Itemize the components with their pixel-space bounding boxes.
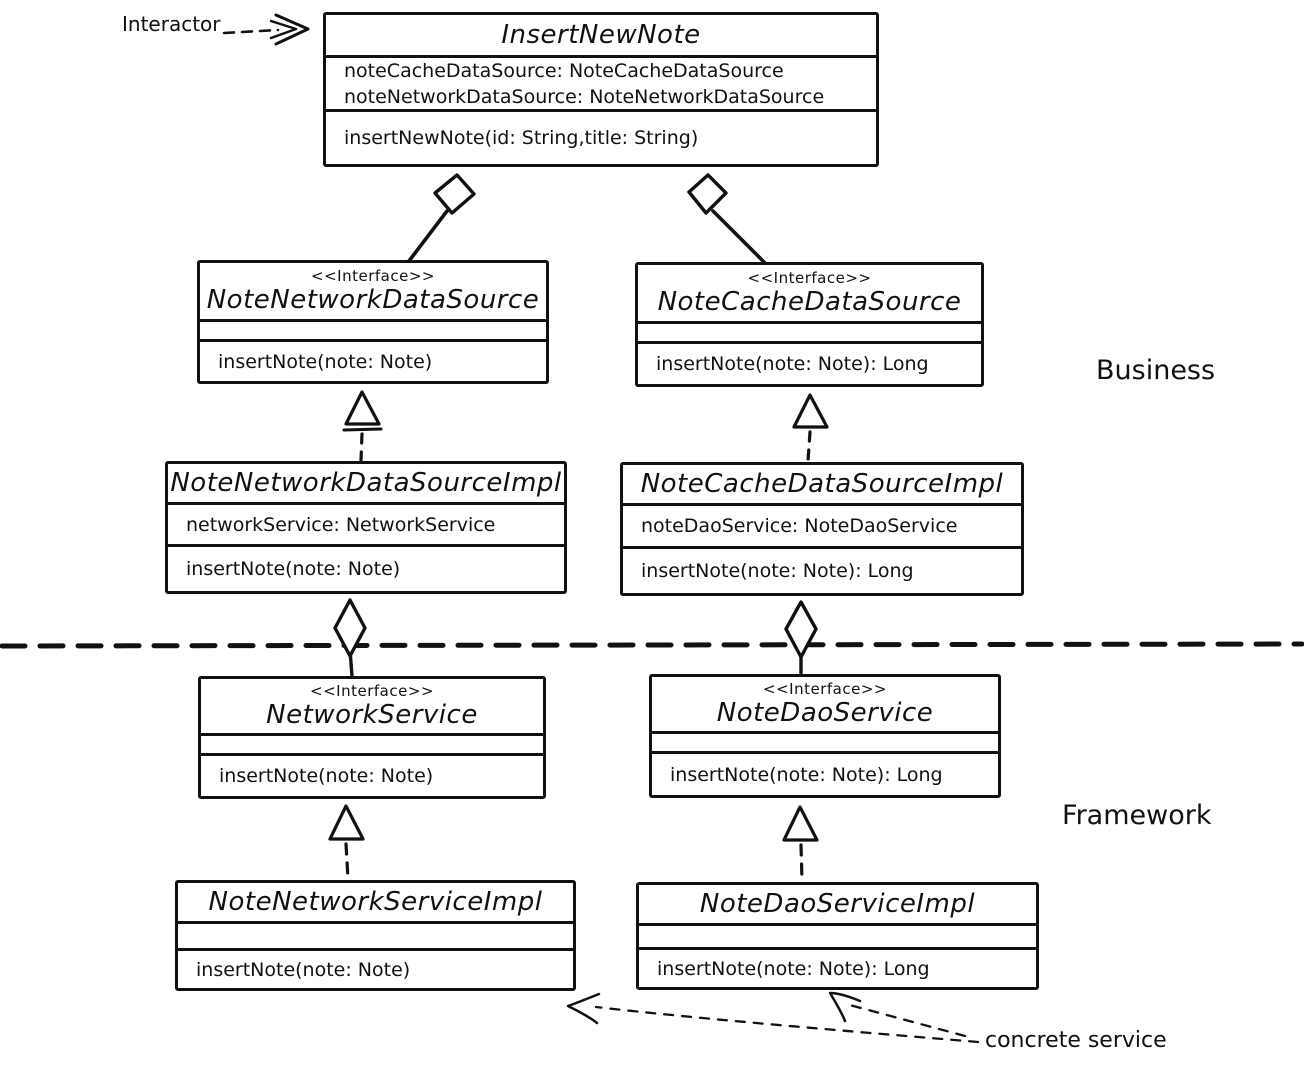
title-compartment xyxy=(168,464,564,502)
aggregation-notenetworkdatasourceimpl-networkservice xyxy=(335,600,365,676)
method-item: insertNote(note: Note) xyxy=(186,558,401,580)
method-item: insertNote(note: Note): Long xyxy=(670,763,943,786)
stereotype-label: <<Interface>> xyxy=(747,269,872,287)
realization-notecachedatasourceimpl xyxy=(794,395,827,461)
class-title: NoteDaoService xyxy=(716,698,934,728)
attributes-compartment-empty xyxy=(639,923,1036,947)
method-item: insertNote(note: Note): Long xyxy=(657,957,930,980)
class-note-cache-data-source xyxy=(635,262,984,387)
concrete-service-annotation-arrows xyxy=(568,993,978,1042)
class-network-service xyxy=(198,676,546,799)
class-title: NoteNetworkServiceImpl xyxy=(208,887,543,917)
class-note-network-data-source-impl xyxy=(165,461,567,594)
attribute-item: noteNetworkDataSource: NoteNetworkDataSource xyxy=(344,85,825,108)
stereotype-label: <<Interface>> xyxy=(311,267,435,285)
methods-compartment xyxy=(178,948,573,988)
title-compartment xyxy=(652,677,998,731)
interactor-label: Interactor xyxy=(122,12,221,36)
attributes-compartment xyxy=(326,55,876,109)
attributes-compartment-empty xyxy=(201,733,543,753)
methods-compartment xyxy=(639,947,1036,987)
class-note-network-service-impl xyxy=(175,880,576,991)
class-note-dao-service-impl xyxy=(636,882,1039,990)
attributes-compartment-empty xyxy=(638,321,981,341)
method-item: insertNote(note: Note) xyxy=(219,765,434,787)
attributes-compartment-empty xyxy=(200,319,546,339)
realization-notenetworkserviceimpl xyxy=(330,806,363,879)
class-title: NoteNetworkDataSourceImpl xyxy=(170,468,562,498)
title-compartment xyxy=(623,465,1021,503)
aggregation-notecachedatasourceimpl-notedaoservice xyxy=(786,602,816,674)
class-title: NoteNetworkDataSource xyxy=(206,285,540,315)
class-title: InsertNewNote xyxy=(501,20,701,50)
class-note-cache-data-source-impl xyxy=(620,462,1024,596)
class-insert-new-note xyxy=(323,12,879,167)
title-compartment xyxy=(178,883,573,921)
aggregation-insertnewnote-notecachedatasource xyxy=(689,175,765,263)
attributes-compartment xyxy=(168,502,564,544)
stereotype-label: <<Interface>> xyxy=(310,682,434,700)
concrete-service-label: concrete service xyxy=(985,1028,1167,1053)
attribute-item: noteDaoService: NoteDaoService xyxy=(641,515,958,537)
layer-divider-line xyxy=(2,644,1302,646)
attribute-item: networkService: NetworkService xyxy=(186,513,496,536)
methods-compartment xyxy=(638,341,981,384)
business-layer-label: Business xyxy=(1096,355,1216,386)
method-item: insertNote(note: Note): Long xyxy=(641,560,914,582)
class-title: NoteCacheDataSourceImpl xyxy=(640,469,1004,499)
class-title: NetworkService xyxy=(266,700,478,730)
attribute-item: noteCacheDataSource: NoteCacheDataSource xyxy=(344,59,784,82)
stereotype-label: <<Interface>> xyxy=(763,680,887,698)
methods-compartment xyxy=(200,339,546,381)
attributes-compartment xyxy=(623,503,1021,546)
method-item: insertNewNote(id: String,title: String) xyxy=(344,127,699,149)
title-compartment xyxy=(638,265,981,321)
attributes-compartment-empty xyxy=(178,921,573,948)
aggregation-insertnewnote-notenetworkdatasource xyxy=(409,175,474,261)
title-compartment xyxy=(200,263,546,319)
title-compartment xyxy=(326,15,876,55)
methods-compartment xyxy=(623,546,1021,593)
methods-compartment xyxy=(652,751,998,795)
realization-notedaoserviceimpl xyxy=(784,807,817,881)
framework-layer-label: Framework xyxy=(1062,800,1212,831)
title-compartment xyxy=(639,885,1036,923)
class-title: NoteDaoServiceImpl xyxy=(699,889,976,919)
method-item: insertNote(note: Note) xyxy=(218,350,433,373)
methods-compartment xyxy=(168,544,564,591)
interactor-annotation-arrow xyxy=(224,15,308,44)
methods-compartment xyxy=(201,753,543,796)
title-compartment xyxy=(201,679,543,733)
class-note-network-data-source xyxy=(197,260,549,384)
class-note-dao-service xyxy=(649,674,1001,798)
methods-compartment xyxy=(326,109,876,164)
class-title: NoteCacheDataSource xyxy=(657,287,962,317)
realization-notenetworkdatasourceimpl xyxy=(344,392,381,460)
method-item: insertNote(note: Note): Long xyxy=(656,353,929,375)
attributes-compartment-empty xyxy=(652,731,998,751)
method-item: insertNote(note: Note) xyxy=(196,958,411,981)
